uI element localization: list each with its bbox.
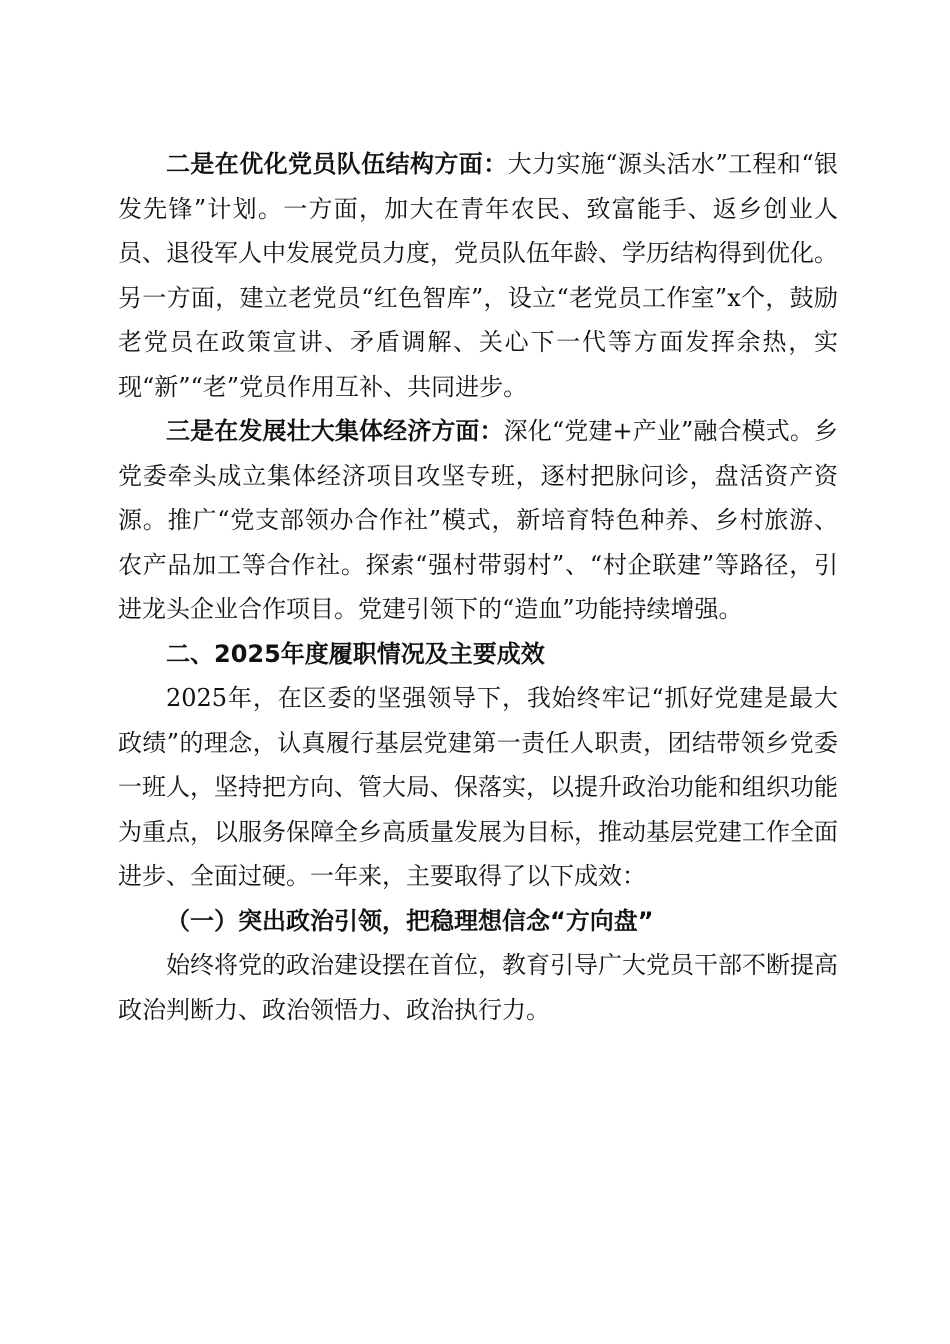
document-body bbox=[118, 142, 838, 1032]
paragraph-collective-economy bbox=[118, 409, 838, 632]
paragraph-party-structure bbox=[118, 142, 838, 409]
section-heading: 二、2025年度履职情况及主要成效 bbox=[166, 639, 545, 668]
paragraph-political-construction: 始终将党的政治建设摆在首位，教育引导广大党员干部不断提高政治判断力、政治领悟力、政治执行力。 bbox=[118, 951, 838, 1024]
paragraph-lead-party-structure: 二是在优化党员队伍结构方面： bbox=[166, 150, 508, 178]
sub-heading: （一）突出政治引领，把稳理想信念“方向盘” bbox=[166, 906, 654, 935]
paragraph-lead-collective-economy: 三是在发展壮大集体经济方面： bbox=[166, 417, 504, 445]
paragraph-annual-summary: 2025年，在区委的坚强领导下，我始终牢记“抓好党建是最大政绩”的理念，认真履行基层党建第一责任人职责，团结带领乡党委一班人，坚持把方向、管大局、保落实，以提升政治功能和组织功能为重点，以服务保障全乡高质量发展为目标，推动基层党建工作全面进步、全面过硬。一年来，主要取得了以下成效： bbox=[118, 684, 838, 890]
paragraph-text-party-structure: 大力实施“源头活水”工程和“银发先锋”计划。一方面，加大在青年农民、致富能手、返乡创业人员、退役军人中发展党员力度，党员队伍年龄、学历结构得到优化。另一方面，建立老党员“红色智库”，设立“老党员工作室”x个，鼓励老党员在政策宣讲、矛盾调解、关心下一代等方面发挥余热，实现“新”“老”党员作用互补、共同进步。 bbox=[118, 150, 838, 401]
paragraph-text-collective-economy: 深化“党建+产业”融合模式。乡党委牵头成立集体经济项目攻坚专班，逐村把脉问诊，盘活资产资源。推广“党支部领办合作社”模式，新培育特色种养、乡村旅游、农产品加工等合作社。探索“强村带弱村”、“村企联建”等路径，引进龙头企业合作项目。党建引领下的“造血”功能持续增强。 bbox=[118, 417, 838, 623]
